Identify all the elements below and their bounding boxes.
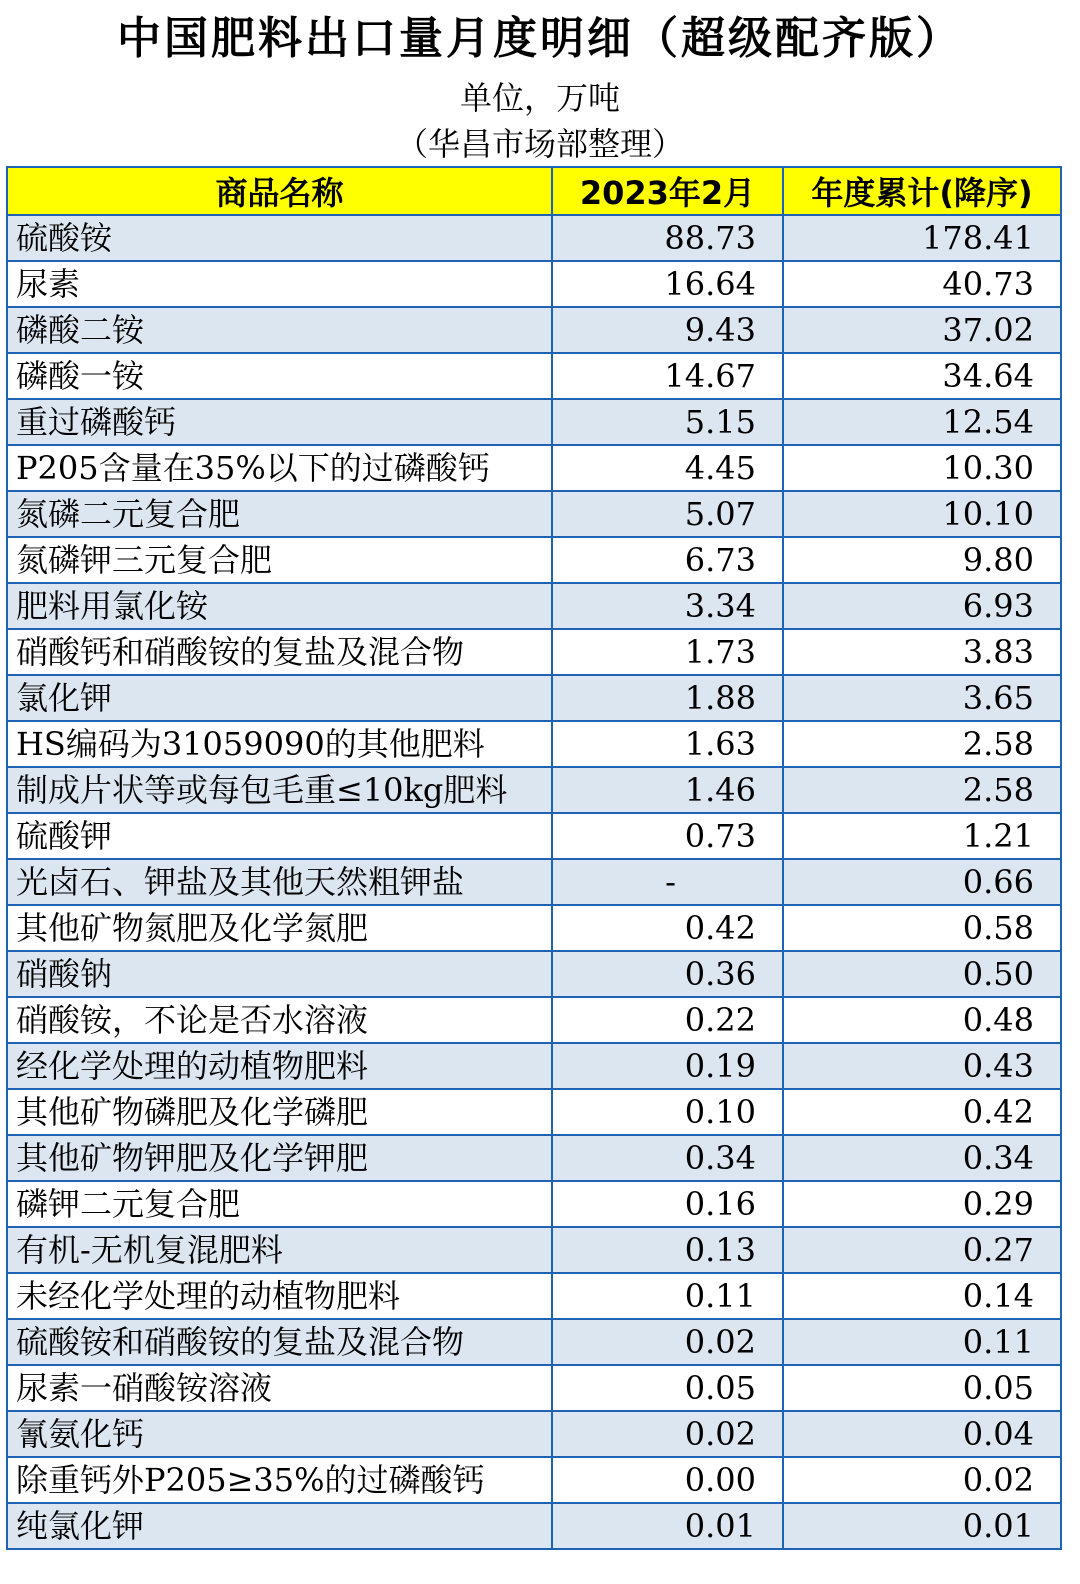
table-row — [7, 1181, 1061, 1227]
table-row — [7, 813, 1061, 859]
cell-month-value: 1.73 — [552, 629, 783, 675]
cell-ytd-value: 0.04 — [783, 1411, 1061, 1457]
table-row — [7, 261, 1061, 307]
table-row — [7, 951, 1061, 997]
cell-month-value: 4.45 — [552, 445, 783, 491]
table-row — [7, 583, 1061, 629]
cell-month-value: 0.16 — [552, 1181, 783, 1227]
cell-ytd-value: 0.48 — [783, 997, 1061, 1043]
cell-product-name: 硫酸钾 — [7, 813, 552, 859]
cell-month-value: 1.88 — [552, 675, 783, 721]
table-row — [7, 1319, 1061, 1365]
cell-month-value: 16.64 — [552, 261, 783, 307]
cell-ytd-value: 0.14 — [783, 1273, 1061, 1319]
cell-product-name: 光卤石、钾盐及其他天然粗钾盐 — [7, 859, 552, 905]
table-body — [7, 215, 1061, 1549]
cell-month-value: 14.67 — [552, 353, 783, 399]
cell-month-value: 0.02 — [552, 1319, 783, 1365]
table-row — [7, 721, 1061, 767]
cell-product-name: 除重钙外P205≥35%的过磷酸钙 — [7, 1457, 552, 1503]
cell-ytd-value: 40.73 — [783, 261, 1061, 307]
cell-ytd-value: 0.05 — [783, 1365, 1061, 1411]
cell-product-name: 纯氯化钾 — [7, 1503, 552, 1549]
cell-ytd-value: 2.58 — [783, 767, 1061, 813]
cell-month-value: 0.73 — [552, 813, 783, 859]
cell-month-value: 1.63 — [552, 721, 783, 767]
cell-month-value: 0.00 — [552, 1457, 783, 1503]
table-row — [7, 905, 1061, 951]
cell-product-name: 其他矿物氮肥及化学氮肥 — [7, 905, 552, 951]
cell-month-value: 0.42 — [552, 905, 783, 951]
cell-product-name: 氰氨化钙 — [7, 1411, 552, 1457]
cell-product-name: 硝酸钙和硝酸铵的复盐及混合物 — [7, 629, 552, 675]
cell-ytd-value: 3.83 — [783, 629, 1061, 675]
table-header-row — [7, 167, 1061, 215]
cell-ytd-value: 0.50 — [783, 951, 1061, 997]
cell-product-name: 氯化钾 — [7, 675, 552, 721]
cell-month-value: 0.19 — [552, 1043, 783, 1089]
cell-ytd-value: 34.64 — [783, 353, 1061, 399]
cell-ytd-value: 0.42 — [783, 1089, 1061, 1135]
cell-product-name: 尿素一硝酸铵溶液 — [7, 1365, 552, 1411]
cell-ytd-value: 6.93 — [783, 583, 1061, 629]
cell-product-name: 磷钾二元复合肥 — [7, 1181, 552, 1227]
cell-product-name: 其他矿物钾肥及化学钾肥 — [7, 1135, 552, 1181]
table-row — [7, 1273, 1061, 1319]
cell-month-value: 88.73 — [552, 215, 783, 261]
cell-product-name: 肥料用氯化铵 — [7, 583, 552, 629]
cell-ytd-value: 0.34 — [783, 1135, 1061, 1181]
table-row — [7, 1457, 1061, 1503]
cell-ytd-value: 178.41 — [783, 215, 1061, 261]
cell-ytd-value: 12.54 — [783, 399, 1061, 445]
cell-month-value: 6.73 — [552, 537, 783, 583]
table-row — [7, 1043, 1061, 1089]
cell-month-value: 0.11 — [552, 1273, 783, 1319]
cell-product-name: 有机-无机复混肥料 — [7, 1227, 552, 1273]
cell-product-name: 硝酸钠 — [7, 951, 552, 997]
cell-product-name: 硫酸铵 — [7, 215, 552, 261]
cell-ytd-value: 0.58 — [783, 905, 1061, 951]
cell-ytd-value: 10.10 — [783, 491, 1061, 537]
cell-month-value: 9.43 — [552, 307, 783, 353]
table-row — [7, 537, 1061, 583]
table-row — [7, 1135, 1061, 1181]
export-table — [6, 166, 1062, 1550]
cell-month-value: 0.05 — [552, 1365, 783, 1411]
table-row — [7, 215, 1061, 261]
table-row — [7, 1411, 1061, 1457]
cell-ytd-value: 0.43 — [783, 1043, 1061, 1089]
cell-month-value: 1.46 — [552, 767, 783, 813]
cell-product-name: 氮磷二元复合肥 — [7, 491, 552, 537]
header-product-name: 商品名称 — [7, 167, 552, 215]
table-row — [7, 767, 1061, 813]
cell-product-name: 硫酸铵和硝酸铵的复盐及混合物 — [7, 1319, 552, 1365]
table-row — [7, 1503, 1061, 1549]
cell-ytd-value: 0.29 — [783, 1181, 1061, 1227]
cell-product-name: 氮磷钾三元复合肥 — [7, 537, 552, 583]
cell-month-value: 0.01 — [552, 1503, 783, 1549]
cell-product-name: 制成片状等或每包毛重≤10kg肥料 — [7, 767, 552, 813]
table-row — [7, 1089, 1061, 1135]
cell-ytd-value: 0.02 — [783, 1457, 1061, 1503]
cell-ytd-value: 2.58 — [783, 721, 1061, 767]
table-row — [7, 307, 1061, 353]
cell-month-value: 0.34 — [552, 1135, 783, 1181]
cell-ytd-value: 0.01 — [783, 1503, 1061, 1549]
cell-month-value: - — [552, 859, 783, 905]
cell-month-value: 0.13 — [552, 1227, 783, 1273]
cell-product-name: 硝酸铵，不论是否水溶液 — [7, 997, 552, 1043]
cell-month-value: 0.02 — [552, 1411, 783, 1457]
table-row — [7, 399, 1061, 445]
cell-ytd-value: 9.80 — [783, 537, 1061, 583]
table-row — [7, 629, 1061, 675]
cell-month-value: 0.10 — [552, 1089, 783, 1135]
table-row — [7, 491, 1061, 537]
unit-label: 单位，万吨 — [459, 79, 620, 117]
cell-ytd-value: 0.27 — [783, 1227, 1061, 1273]
cell-product-name: 磷酸一铵 — [7, 353, 552, 399]
cell-month-value: 3.34 — [552, 583, 783, 629]
cell-ytd-value: 0.11 — [783, 1319, 1061, 1365]
table-row — [7, 1365, 1061, 1411]
table-row — [7, 445, 1061, 491]
cell-month-value: 0.22 — [552, 997, 783, 1043]
cell-product-name: 尿素 — [7, 261, 552, 307]
header-month: 2023年2月 — [552, 167, 783, 215]
cell-ytd-value: 37.02 — [783, 307, 1061, 353]
cell-product-name: 经化学处理的动植物肥料 — [7, 1043, 552, 1089]
cell-ytd-value: 1.21 — [783, 813, 1061, 859]
cell-ytd-value: 3.65 — [783, 675, 1061, 721]
cell-product-name: 其他矿物磷肥及化学磷肥 — [7, 1089, 552, 1135]
cell-month-value: 5.07 — [552, 491, 783, 537]
header-ytd: 年度累计(降序) — [783, 167, 1061, 215]
table-row — [7, 859, 1061, 905]
cell-product-name: 磷酸二铵 — [7, 307, 552, 353]
cell-month-value: 0.36 — [552, 951, 783, 997]
table-row — [7, 1227, 1061, 1273]
cell-ytd-value: 10.30 — [783, 445, 1061, 491]
table-row — [7, 675, 1061, 721]
table-row — [7, 353, 1061, 399]
cell-month-value: 5.15 — [552, 399, 783, 445]
cell-product-name: HS编码为31059090的其他肥料 — [7, 721, 552, 767]
cell-product-name: P205含量在35%以下的过磷酸钙 — [7, 445, 552, 491]
cell-ytd-value: 0.66 — [783, 859, 1061, 905]
table-row — [7, 997, 1061, 1043]
page-title: 中国肥料出口量月度明细（超级配齐版） — [117, 13, 963, 64]
cell-product-name: 重过磷酸钙 — [7, 399, 552, 445]
source-label: （华昌市场部整理） — [395, 125, 684, 163]
cell-product-name: 未经化学处理的动植物肥料 — [7, 1273, 552, 1319]
